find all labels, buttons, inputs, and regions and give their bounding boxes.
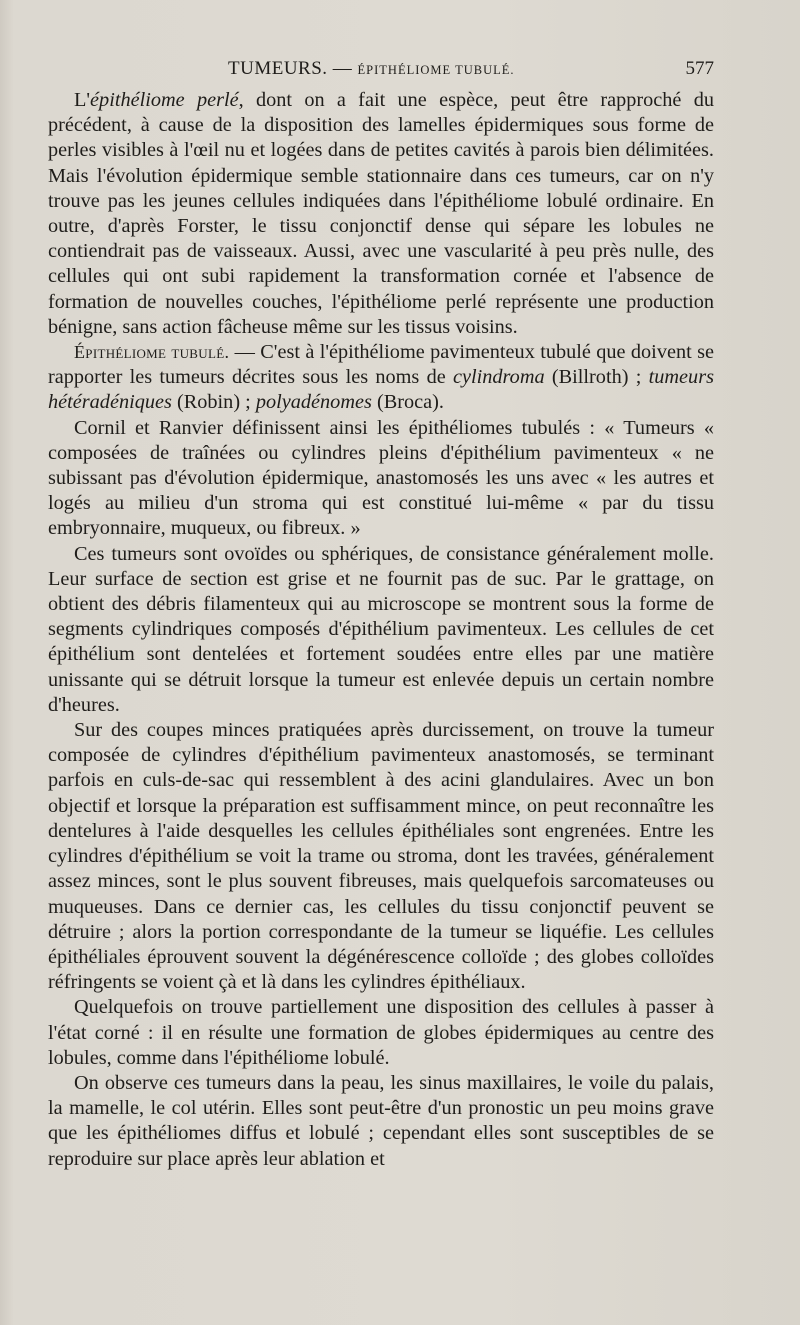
p1-text: , dont on a fait une espèce, peut être rapproché du précédent, à cause de la disposition des lamelles épidermiques sous forme de perles visibles à l'œil nu et logées dans de petites cavités à parois bien délimitées. Mais l'évolution épidermique semble stationnaire dans ces tumeurs, car on n'y trouve pas les jeunes cellules indiquées dans l'épithéliome lobulé ordinaire. En outre, d'après Forster, le tissu conjonctif dense qui sépare les lobules ne contiendrait pas de vaisseaux. Aussi, avec une vascularité à peu près nulle, des cellules qui ont subi rapidement la transformation cornée et l'absence de formation de nouvelles couches, l'épithéliome perlé représente une production bénigne, sans action fâcheuse même sur les tissus voisins. [48, 89, 714, 338]
p2-text-4: (Broca). [371, 391, 444, 414]
body-text [48, 88, 714, 1172]
paragraph-microscopic: Sur des coupes minces pratiquées après durcissement, on trouve la tumeur composée de cylindres d'épithélium pavimenteux anastomosés, se terminant parfois en culs-de-sac qui ressemblent à des acini glandulaires. Avec un bon objectif et lorsque la préparation est suffisamment mince, on peut reconnaître les dentelures à l'aide desquelles les cellules épithéliales sont engrenées. Entre les cylindres d'épithélium se voit la trame ou stroma, dont les travées, généralement assez minces, sont le plus souvent fibreuses, mais quelquefois sarcomateuses ou muqueuses. Dans ce dernier cas, les cellules du tissu conjonctif peuvent se détruire ; alors la portion correspondante de la tumeur se liquéfie. Les cellules épithéliales éprouvent souvent la dégénérescence colloïde ; des globes colloïdes réfringents se voient çà et là dans les cylindres épithéliaux. [48, 719, 714, 994]
p2-text-1: — C'est à l'épithéliome pavimenteux tubulé que doivent se rapporter les tumeurs décrites sous les noms de [48, 341, 714, 389]
running-title [228, 58, 515, 80]
running-title-main: TUMEURS. [228, 58, 328, 79]
running-title-dash: — [332, 58, 353, 79]
paragraph-corne: Quelquefois on trouve partiellement une disposition des cellules à passer à l'état corné : il en résulte une formation de globes épidermiques au centre des lobules, comme dans l'épithéliome lobulé. [48, 996, 714, 1069]
p2-text-2: (Billroth) ; [544, 366, 649, 389]
paragraph-definition-quote: Cornil et Ranvier définissent ainsi les épithéliomes tubulés : « Tumeurs « composées de traînées ou cylindres pleins d'épithélium pavimenteux « ne subissant pas d'évolution épidermique, anastomosés les uns avec « les autres et logés au milieu d'un stroma qui est constitué lui-même « par du tissu embryonnaire, muqueux, ou fibreux. » [48, 416, 714, 540]
p1-article: L' [74, 89, 91, 111]
paragraph-macroscopic: Ces tumeurs sont ovoïdes ou sphériques, de consistance généralement molle. Leur surface de section est grise et ne fournit pas de suc. Par le grattage, on obtient des débris filamenteux qui au microscope se montrent sous la forme de segments cylindriques composés d'épithélium pavimenteux. Les cellules de cet épithélium sont dentelées et fortement soudées entre elles par une matière unissante qui se détruit lorsque la tumeur est enlevée depuis un certain nombre d'heures. [48, 542, 714, 716]
p2-term-polyadenomes: polyadénomes [255, 391, 372, 414]
p2-term-cylindroma: cylindroma [452, 366, 545, 389]
running-title-section: ÉPITHÉLIOME TUBULÉ. [357, 63, 515, 77]
p2-text-3: (Robin) ; [171, 391, 256, 414]
page-number: 577 [685, 58, 714, 79]
paragraph-locations-prognosis: On observe ces tumeurs dans la peau, les sinus maxillaires, le voile du palais, la mamelle, le col utérin. Elles sont peut-être d'un pronostic un peu moins grave que les épithéliomes diffus et lobulé ; cependant elles sont susceptibles de se reproduire sur place après leur ablation et [48, 1071, 714, 1170]
section-heading: Épithéliome tubulé. [74, 342, 230, 363]
p2-term-heteradeniques: tumeurs hétéradéniques [48, 366, 714, 414]
paragraph-epitheliome-tubule [48, 340, 714, 416]
paragraph-epitheliome-perle [48, 88, 714, 340]
p1-term: épithéliome perlé [90, 89, 239, 111]
running-header [48, 58, 714, 84]
